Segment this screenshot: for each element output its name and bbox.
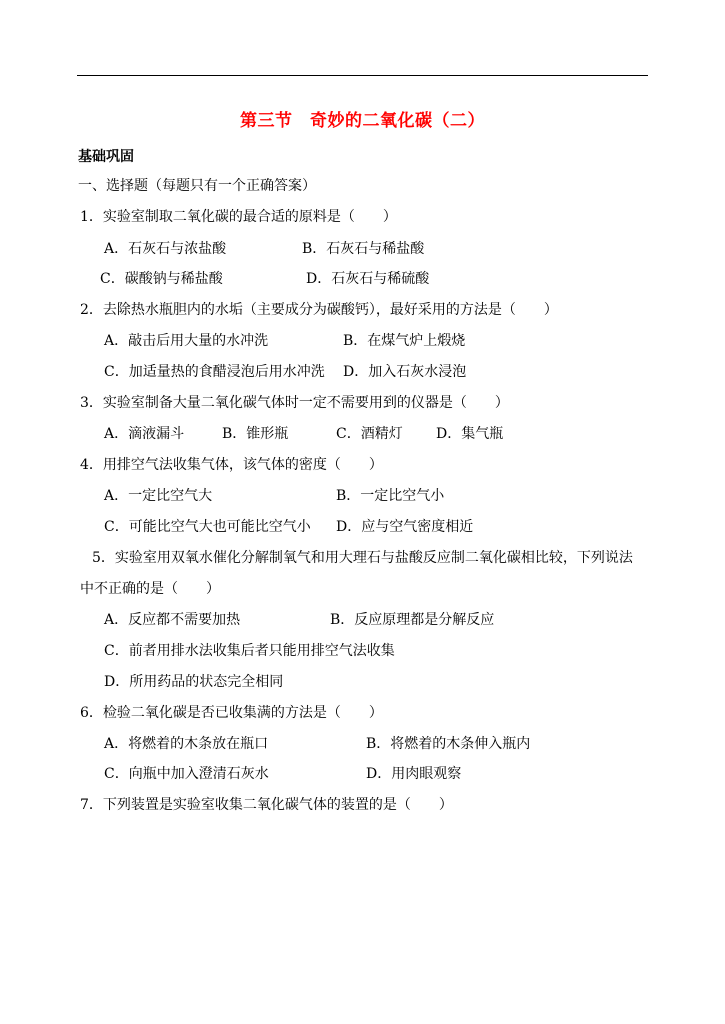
section-heading: 基础巩固 [78, 149, 134, 165]
question-5-option-a: A．反应都不需要加热 [104, 612, 241, 628]
question-2-option-d: D．加入石灰水浸泡 [343, 364, 467, 380]
question-2-option-b: B．在煤气炉上煅烧 [343, 333, 466, 349]
question-7-stem: 7．下列装置是实验室收集二氧化碳气体的装置的是（ ） [80, 797, 453, 813]
question-1-option-a: A．石灰石与浓盐酸 [104, 241, 227, 257]
question-4-option-a: A．一定比空气大 [104, 488, 213, 504]
question-6-option-a: A．将燃着的木条放在瓶口 [104, 736, 269, 752]
part-heading: 一、选择题（每题只有一个正确答案） [78, 178, 316, 194]
question-5-option-c: C．前者用排水法收集后者只能用排空气法收集 [104, 643, 395, 659]
question-2-option-c: C．加适量热的食醋浸泡后用水冲洗 [104, 364, 325, 380]
question-5-option-d: D．所用药品的状态完全相同 [104, 674, 284, 690]
question-4-option-d: D．应与空气密度相近 [336, 519, 474, 535]
question-1-option-c: C．碳酸钠与稀盐酸 [100, 271, 223, 287]
question-6-option-b: B．将燃着的木条伸入瓶内 [366, 736, 531, 752]
question-1-stem: 1．实验室制取二氧化碳的最合适的原料是（ ） [80, 209, 397, 225]
question-2-stem: 2．去除热水瓶胆内的水垢（主要成分为碳酸钙），最好采用的方法是（ ） [80, 302, 558, 318]
question-2-option-a: A．敲击后用大量的水冲洗 [104, 333, 269, 349]
question-3-stem: 3．实验室制备大量二氧化碳气体时一定不需要用到的仪器是（ ） [80, 395, 509, 411]
question-5-stem-line-2: 中不正确的是（ ） [80, 581, 220, 597]
question-6-stem: 6．检验二氧化碳是否已收集满的方法是（ ） [80, 705, 383, 721]
question-1-option-b: B．石灰石与稀盐酸 [302, 241, 425, 257]
question-3-option-c: C．酒精灯 [336, 426, 403, 442]
question-4-option-b: B．一定比空气小 [336, 488, 445, 504]
question-6-option-c: C．向瓶中加入澄清石灰水 [104, 766, 269, 782]
question-3-option-d: D．集气瓶 [436, 426, 504, 442]
question-1-option-d: D．石灰石与稀硫酸 [306, 271, 430, 287]
header-rule [77, 75, 648, 76]
question-3-option-a: A．滴液漏斗 [104, 426, 185, 442]
question-5-stem-line-1: 5．实验室用双氧水催化分解制氧气和用大理石与盐酸反应制二氧化碳相比较，下列说法 [92, 550, 633, 566]
question-3-option-b: B．锥形瓶 [222, 426, 289, 442]
question-5-option-b: B．反应原理都是分解反应 [330, 612, 495, 628]
question-6-option-d: D．用肉眼观察 [366, 766, 462, 782]
question-4-stem: 4．用排空气法收集气体，该气体的密度（ ） [80, 457, 383, 473]
page-title: 第三节 奇妙的二氧化碳（二） [240, 111, 485, 131]
question-4-option-c: C．可能比空气大也可能比空气小 [104, 519, 311, 535]
